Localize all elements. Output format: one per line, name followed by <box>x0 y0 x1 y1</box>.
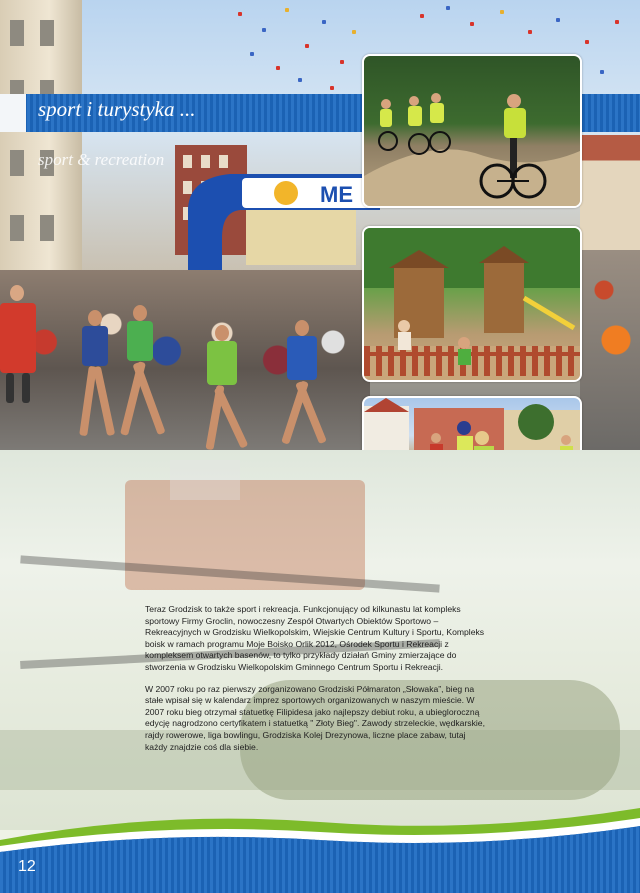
section-subtitle: sport & recreation <box>38 150 165 169</box>
right-building <box>580 135 640 250</box>
ghost-box <box>170 460 240 500</box>
page-number: 12 <box>18 858 36 875</box>
playground-illustration <box>364 228 580 380</box>
spectators-right <box>580 250 640 450</box>
cyclists-illustration <box>364 56 580 206</box>
paragraph-half-marathon: W 2007 roku po raz pierwszy zorganizowano Grodziski Półmaraton „Słowaka”, bieg na stałe wpisał się w kalendarz imprez sportowych organizowanych w naszym mieście. W 2007 roku bieg otrzymał statuetkę Filipidesa jako najlepszy debiut roku, a ubiegloroczną edycję nagrodzono certyfikatem i statuetką " Złoty Bieg". Zawody strzeleckie, wędkarskie, rajdy rowerowe, liga bowlingu, Grodziska Kolej Drezynowa, liczne place zabaw, tutaj każdy znajdzie coś dla siebie. <box>145 683 485 752</box>
body-text <box>145 604 485 763</box>
footer-waves <box>0 800 640 893</box>
section-title: sport i turystyka ... <box>38 97 196 121</box>
band-notch <box>0 94 26 132</box>
arch-banner-text: ME <box>320 182 353 207</box>
playground-photo <box>362 226 582 382</box>
paragraph-sport-facilities: Teraz Grodzisk to także sport i rekreacja. Funkcjonujący od kilkunastu lat kompleks sportowy Firmy Groclin, nowoczesny Zespół Otwartych Obiektów Sportowo – Rekreacyjnych w Grodzisku Wielkopolskim, Wiejskie Centrum Kultury i Sportu, Kompleks boisk w ramach programu Moje Boisko Orlik 2012, Ośrodek Sportu i Rekreacji z kompleksem otwartych basenów, to tylko przykłady działań Gminy zmierzające do stworzenia w Grodzisku Wielkopolskim Gminnego Centrum Sportu i Rekreacji. <box>145 604 485 672</box>
cyclists-photo <box>362 54 582 208</box>
